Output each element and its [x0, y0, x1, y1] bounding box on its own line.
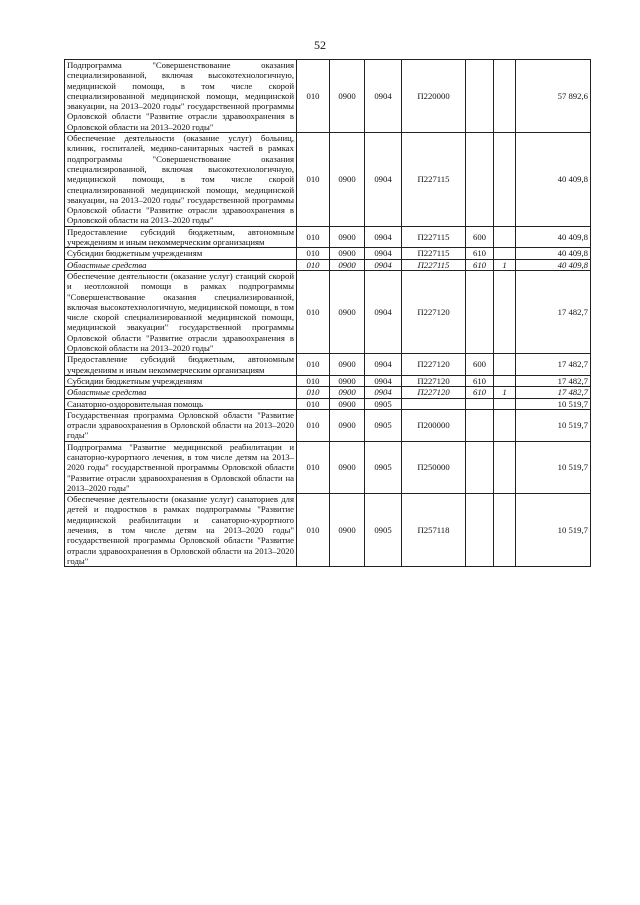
table-row — [65, 387, 591, 398]
row-name-cell: Областные средства — [65, 259, 297, 270]
ministry-code-cell: 010 — [297, 60, 330, 133]
table-row — [65, 133, 591, 227]
table-row — [65, 494, 591, 567]
funding-source-cell: 1 — [494, 259, 516, 270]
section-code-cell: 0900 — [330, 375, 365, 386]
table-body — [65, 60, 591, 567]
target-article-cell: П227115 — [402, 259, 466, 270]
subsection-code-cell: 0904 — [365, 60, 402, 133]
ministry-code-cell: 010 — [297, 375, 330, 386]
amount-cell: 10 519,7 — [516, 398, 591, 409]
table-row — [65, 354, 591, 376]
ministry-code-cell: 010 — [297, 133, 330, 227]
section-code-cell: 0900 — [330, 270, 365, 353]
target-article-cell: П227120 — [402, 354, 466, 376]
amount-cell: 40 409,8 — [516, 259, 591, 270]
budget-table — [64, 59, 591, 567]
target-article-cell: П220000 — [402, 60, 466, 133]
ministry-code-cell: 010 — [297, 248, 330, 259]
amount-cell: 40 409,8 — [516, 248, 591, 259]
expense-type-cell — [466, 60, 494, 133]
expense-type-cell — [466, 441, 494, 493]
expense-type-cell: 610 — [466, 375, 494, 386]
ministry-code-cell: 010 — [297, 441, 330, 493]
amount-cell: 17 482,7 — [516, 270, 591, 353]
target-article-cell: П227115 — [402, 226, 466, 248]
row-name-cell: Предоставление субсидий бюджетным, автономным учреждениям и иным некоммерческим организациям — [65, 226, 297, 248]
ministry-code-cell: 010 — [297, 354, 330, 376]
target-article-cell: П227120 — [402, 387, 466, 398]
row-name-cell: Обеспечение деятельности (оказание услуг) санаториев для детей и подростков в рамках подпрограммы "Развитие медицинской реабилитации и санаторно-курортного лечения, в том числе детям на 2013–2020 годы" государственной программы Орловской области "Развитие отрасли здравоохранения в Орловской области на 2013–2020 годы" — [65, 494, 297, 567]
subsection-code-cell: 0905 — [365, 441, 402, 493]
table-row — [65, 248, 591, 259]
target-article-cell: П257118 — [402, 494, 466, 567]
section-code-cell: 0900 — [330, 248, 365, 259]
ministry-code-cell: 010 — [297, 259, 330, 270]
row-name-cell: Субсидии бюджетным учреждениям — [65, 248, 297, 259]
subsection-code-cell: 0905 — [365, 494, 402, 567]
funding-source-cell: 1 — [494, 387, 516, 398]
expense-type-cell — [466, 494, 494, 567]
section-code-cell: 0900 — [330, 398, 365, 409]
expense-type-cell: 600 — [466, 226, 494, 248]
target-article-cell: П227120 — [402, 270, 466, 353]
row-name-cell: Субсидии бюджетным учреждениям — [65, 375, 297, 386]
funding-source-cell — [494, 494, 516, 567]
ministry-code-cell: 010 — [297, 387, 330, 398]
expense-type-cell: 600 — [466, 354, 494, 376]
subsection-code-cell: 0904 — [365, 375, 402, 386]
funding-source-cell — [494, 354, 516, 376]
table-row — [65, 226, 591, 248]
target-article-cell: П250000 — [402, 441, 466, 493]
amount-cell: 57 892,6 — [516, 60, 591, 133]
section-code-cell: 0900 — [330, 259, 365, 270]
amount-cell: 10 519,7 — [516, 494, 591, 567]
ministry-code-cell: 010 — [297, 494, 330, 567]
expense-type-cell: 610 — [466, 387, 494, 398]
amount-cell: 17 482,7 — [516, 387, 591, 398]
target-article-cell: П227115 — [402, 248, 466, 259]
funding-source-cell — [494, 133, 516, 227]
page-number: 52 — [314, 38, 326, 52]
ministry-code-cell: 010 — [297, 409, 330, 441]
section-code-cell: 0900 — [330, 387, 365, 398]
table-row — [65, 270, 591, 353]
funding-source-cell — [494, 60, 516, 133]
amount-cell: 40 409,8 — [516, 226, 591, 248]
funding-source-cell — [494, 226, 516, 248]
table-row — [65, 60, 591, 133]
table-row — [65, 441, 591, 493]
subsection-code-cell: 0904 — [365, 248, 402, 259]
funding-source-cell — [494, 248, 516, 259]
amount-cell: 17 482,7 — [516, 354, 591, 376]
amount-cell: 40 409,8 — [516, 133, 591, 227]
section-code-cell: 0900 — [330, 354, 365, 376]
target-article-cell: П227115 — [402, 133, 466, 227]
funding-source-cell — [494, 270, 516, 353]
funding-source-cell — [494, 441, 516, 493]
ministry-code-cell: 010 — [297, 226, 330, 248]
section-code-cell: 0900 — [330, 226, 365, 248]
amount-cell: 17 482,7 — [516, 375, 591, 386]
subsection-code-cell: 0904 — [365, 387, 402, 398]
funding-source-cell — [494, 375, 516, 386]
ministry-code-cell: 010 — [297, 270, 330, 353]
subsection-code-cell: 0904 — [365, 133, 402, 227]
expense-type-cell: 610 — [466, 248, 494, 259]
expense-type-cell — [466, 270, 494, 353]
subsection-code-cell: 0904 — [365, 259, 402, 270]
row-name-cell: Санаторно-оздоровительная помощь — [65, 398, 297, 409]
section-code-cell: 0900 — [330, 441, 365, 493]
target-article-cell: П200000 — [402, 409, 466, 441]
funding-source-cell — [494, 409, 516, 441]
expense-type-cell — [466, 409, 494, 441]
expense-type-cell: 610 — [466, 259, 494, 270]
target-article-cell: П227120 — [402, 375, 466, 386]
row-name-cell: Подпрограмма "Совершенствование оказания специализированной, включая высокотехнологичную, медицинской помощи, в том числе скорой специализированной медицинской помощи, медицинской эвакуации, на 2013–2020 годы" государственной программы Орловской области "Развитие отрасли здравоохранения в Орловской области на 2013–2020 годы" — [65, 60, 297, 133]
subsection-code-cell: 0905 — [365, 409, 402, 441]
funding-source-cell — [494, 398, 516, 409]
subsection-code-cell: 0904 — [365, 226, 402, 248]
row-name-cell: Областные средства — [65, 387, 297, 398]
section-code-cell: 0900 — [330, 494, 365, 567]
row-name-cell: Обеспечение деятельности (оказание услуг) станций скорой и неотложной помощи в рамках подпрограммы "Совершенствование оказания специализированной, включая высокотехнологичную, медицинской помощи, в том числе скорой специализированной медицинской помощи, медицинской эвакуации" государственной программы Орловской области "Развитие отрасли здравоохранения в Орловской области на 2013–2020 годы" — [65, 270, 297, 353]
table-row — [65, 375, 591, 386]
expense-type-cell — [466, 398, 494, 409]
expense-type-cell — [466, 133, 494, 227]
section-code-cell: 0900 — [330, 409, 365, 441]
subsection-code-cell: 0905 — [365, 398, 402, 409]
target-article-cell — [402, 398, 466, 409]
table-row — [65, 259, 591, 270]
table-row — [65, 398, 591, 409]
ministry-code-cell: 010 — [297, 398, 330, 409]
row-name-cell: Государственная программа Орловской области "Развитие отрасли здравоохранения в Орловской области на 2013–2020 годы" — [65, 409, 297, 441]
section-code-cell: 0900 — [330, 60, 365, 133]
table-row — [65, 409, 591, 441]
row-name-cell: Предоставление субсидий бюджетным, автономным учреждениям и иным некоммерческим организациям — [65, 354, 297, 376]
amount-cell: 10 519,7 — [516, 441, 591, 493]
row-name-cell: Обеспечение деятельности (оказание услуг) больниц, клиник, госпиталей, медико-санитарных частей в рамках подпрограммы "Совершенствование оказания специализированной, включая высокотехнологичную, медицинской помощи, в том числе скорой специализированной медицинской помощи, медицинской эвакуации, на 2013–2020 годы" государственной программы Орловской области "Развитие отрасли здравоохранения в Орловской области на 2013–2020 годы" — [65, 133, 297, 227]
section-code-cell: 0900 — [330, 133, 365, 227]
amount-cell: 10 519,7 — [516, 409, 591, 441]
subsection-code-cell: 0904 — [365, 270, 402, 353]
subsection-code-cell: 0904 — [365, 354, 402, 376]
row-name-cell: Подпрограмма "Развитие медицинской реабилитации и санаторно-курортного лечения, в том числе детям на 2013–2020 годы" государственной программы Орловской области "Развитие отрасли здравоохранения в Орловской области на 2013–2020 годы" — [65, 441, 297, 493]
